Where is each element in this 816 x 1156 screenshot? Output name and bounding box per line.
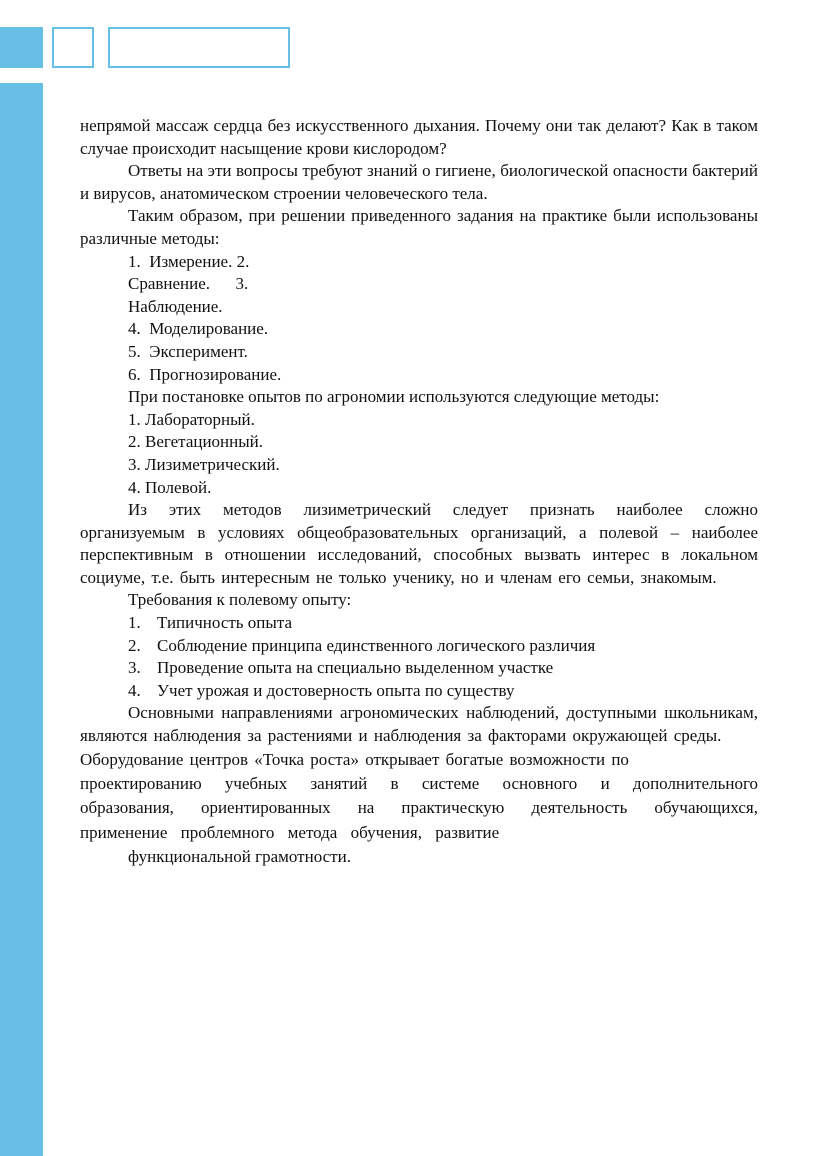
paragraph: Таким образом, при решении приведенного задания на практике были использованы различные методы: [80, 206, 758, 248]
list-item [80, 612, 758, 635]
decor-square-filled [0, 27, 43, 68]
list-item [80, 635, 758, 658]
list-text: Проведение опыта на специально выделенном участке [157, 658, 554, 678]
paragraph: Требования к полевому опыту: [128, 590, 352, 610]
list-text: Соблюдение принципа единственного логического различия [157, 635, 596, 655]
list-item: 1. Лабораторный. [128, 409, 255, 429]
paragraph: Из этих методов лизиметрический следует признать наиболее сложно организуемым в условиях общеобразовательных организаций, а полевой – наиболее перспективным в отношении исследований, способных вызвать интерес в локальном социуме, т.е. быть интересным не только ученику, но и членам его семьи, знакомым. [80, 500, 758, 587]
list-number: 3. [128, 658, 141, 678]
paragraph: проектированию учебных занятий в системе основного и дополнительного образования, ориентированных на практическую деятельность обучающихся, применение проблемного метода обучения, развитие [80, 773, 758, 842]
list-number: 2. [128, 635, 141, 655]
methods-line: Наблюдение. [128, 296, 223, 316]
list-number: 1. [128, 613, 141, 633]
paragraph: При постановке опытов по агрономии используются следующие методы: [128, 387, 660, 407]
list-item: 2. Вегетационный. [128, 432, 264, 452]
decor-side-bar [0, 83, 43, 1156]
methods-line: 4. Моделирование. [128, 319, 269, 339]
list-item: 3. Лизиметрический. [128, 454, 280, 474]
list-number: 4. [128, 680, 141, 700]
methods-line: 6. Прогнозирование. [128, 364, 282, 384]
list-text: Учет урожая и достоверность опыта по существу [157, 680, 515, 700]
paragraph-line: функциональной грамотности. [128, 847, 351, 867]
list-item: 4. Полевой. [128, 477, 212, 497]
decor-square-outline [52, 27, 94, 68]
list-item [80, 680, 758, 703]
list-text: Типичность опыта [157, 613, 293, 633]
methods-line: Сравнение. 3. [128, 274, 249, 294]
document-body [80, 115, 758, 869]
methods-line: 5. Эксперимент. [128, 341, 248, 361]
methods-line: 1. Измерение. 2. [128, 251, 250, 271]
paragraph: Основными направлениями агрономических наблюдений, доступными школьникам, являются наблюдения за растениями и наблюдения за факторами окружающей среды. [80, 703, 758, 746]
list-item [80, 657, 758, 680]
paragraph: Ответы на эти вопросы требуют знаний о гигиене, биологической опасности бактерий и вирусов, анатомическом строении человеческого тела. [80, 161, 758, 203]
paragraph: непрямой массаж сердца без искусственного дыхания. Почему они так делают? Как в таком случае происходит насыщение крови кислородом? [80, 116, 758, 158]
paragraph-line: Оборудование центров «Точка роста» открывает богатые возможности по [80, 749, 629, 769]
decor-header-box [108, 27, 290, 68]
